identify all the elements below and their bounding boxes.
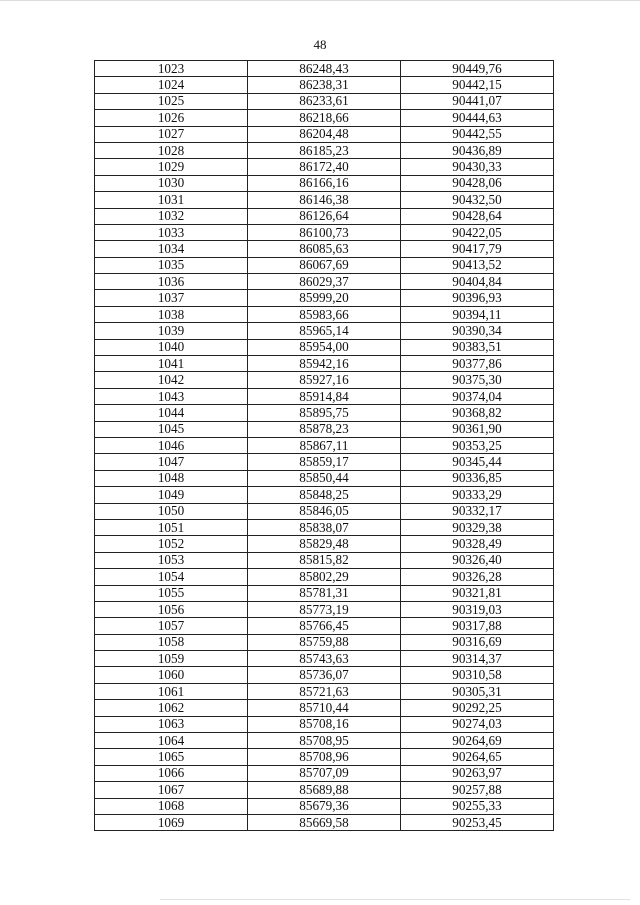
x-coordinate-cell: 85708,16 [248,716,401,732]
y-coordinate-cell: 90432,50 [401,192,554,208]
table-row [95,651,554,667]
x-coordinate-cell: 86085,63 [248,241,401,257]
x-coordinate-cell: 85965,14 [248,323,401,339]
y-coordinate-cell: 90263,97 [401,765,554,781]
table-row [95,700,554,716]
y-coordinate-cell: 90430,33 [401,159,554,175]
y-coordinate-cell: 90345,44 [401,454,554,470]
table-row [95,257,554,273]
point-number-cell: 1032 [95,208,248,224]
coordinates-table [94,60,554,831]
point-number-cell: 1064 [95,733,248,749]
x-coordinate-cell: 86218,66 [248,110,401,126]
scan-edge-bottom [160,899,630,900]
x-coordinate-cell: 85927,16 [248,372,401,388]
y-coordinate-cell: 90441,07 [401,93,554,109]
point-number-cell: 1044 [95,405,248,421]
table-row [95,405,554,421]
table-row [95,175,554,191]
x-coordinate-cell: 85781,31 [248,585,401,601]
table-row [95,601,554,617]
point-number-cell: 1053 [95,552,248,568]
table-row [95,224,554,240]
x-coordinate-cell: 85999,20 [248,290,401,306]
x-coordinate-cell: 85679,36 [248,798,401,814]
table-row [95,503,554,519]
y-coordinate-cell: 90332,17 [401,503,554,519]
x-coordinate-cell: 85838,07 [248,519,401,535]
point-number-cell: 1056 [95,601,248,617]
x-coordinate-cell: 85859,17 [248,454,401,470]
table-row [95,585,554,601]
point-number-cell: 1066 [95,765,248,781]
y-coordinate-cell: 90264,65 [401,749,554,765]
point-number-cell: 1027 [95,126,248,142]
point-number-cell: 1062 [95,700,248,716]
y-coordinate-cell: 90404,84 [401,274,554,290]
y-coordinate-cell: 90328,49 [401,536,554,552]
table-row [95,749,554,765]
x-coordinate-cell: 86029,37 [248,274,401,290]
y-coordinate-cell: 90316,69 [401,634,554,650]
x-coordinate-cell: 85669,58 [248,814,401,830]
table-row [95,814,554,830]
table-row [95,618,554,634]
table-row [95,519,554,535]
table-row [95,421,554,437]
point-number-cell: 1028 [95,142,248,158]
table-row [95,208,554,224]
point-number-cell: 1068 [95,798,248,814]
y-coordinate-cell: 90428,64 [401,208,554,224]
y-coordinate-cell: 90374,04 [401,388,554,404]
y-coordinate-cell: 90417,79 [401,241,554,257]
table-row [95,683,554,699]
table-row [95,356,554,372]
point-number-cell: 1029 [95,159,248,175]
y-coordinate-cell: 90319,03 [401,601,554,617]
x-coordinate-cell: 86126,64 [248,208,401,224]
point-number-cell: 1052 [95,536,248,552]
y-coordinate-cell: 90442,55 [401,126,554,142]
y-coordinate-cell: 90383,51 [401,339,554,355]
point-number-cell: 1054 [95,569,248,585]
y-coordinate-cell: 90375,30 [401,372,554,388]
y-coordinate-cell: 90264,69 [401,733,554,749]
point-number-cell: 1049 [95,487,248,503]
x-coordinate-cell: 85914,84 [248,388,401,404]
table-row [95,339,554,355]
point-number-cell: 1037 [95,290,248,306]
point-number-cell: 1025 [95,93,248,109]
x-coordinate-cell: 86248,43 [248,61,401,77]
table-row [95,290,554,306]
y-coordinate-cell: 90336,85 [401,470,554,486]
table-body [95,61,554,831]
point-number-cell: 1046 [95,437,248,453]
x-coordinate-cell: 85710,44 [248,700,401,716]
table-row [95,667,554,683]
point-number-cell: 1031 [95,192,248,208]
x-coordinate-cell: 85867,11 [248,437,401,453]
x-coordinate-cell: 85802,29 [248,569,401,585]
point-number-cell: 1059 [95,651,248,667]
point-number-cell: 1034 [95,241,248,257]
y-coordinate-cell: 90353,25 [401,437,554,453]
point-number-cell: 1041 [95,356,248,372]
y-coordinate-cell: 90413,52 [401,257,554,273]
x-coordinate-cell: 85766,45 [248,618,401,634]
table-row [95,487,554,503]
table-row [95,61,554,77]
point-number-cell: 1051 [95,519,248,535]
table-row [95,454,554,470]
point-number-cell: 1043 [95,388,248,404]
x-coordinate-cell: 85689,88 [248,782,401,798]
table-row [95,716,554,732]
point-number-cell: 1042 [95,372,248,388]
table-row [95,142,554,158]
x-coordinate-cell: 85942,16 [248,356,401,372]
x-coordinate-cell: 85707,09 [248,765,401,781]
y-coordinate-cell: 90436,89 [401,142,554,158]
table-row [95,77,554,93]
point-number-cell: 1040 [95,339,248,355]
x-coordinate-cell: 85954,00 [248,339,401,355]
point-number-cell: 1058 [95,634,248,650]
x-coordinate-cell: 86067,69 [248,257,401,273]
y-coordinate-cell: 90257,88 [401,782,554,798]
x-coordinate-cell: 85829,48 [248,536,401,552]
table-row [95,241,554,257]
y-coordinate-cell: 90314,37 [401,651,554,667]
y-coordinate-cell: 90390,34 [401,323,554,339]
y-coordinate-cell: 90329,38 [401,519,554,535]
table-row [95,782,554,798]
x-coordinate-cell: 85743,63 [248,651,401,667]
x-coordinate-cell: 85708,95 [248,733,401,749]
y-coordinate-cell: 90396,93 [401,290,554,306]
y-coordinate-cell: 90310,58 [401,667,554,683]
x-coordinate-cell: 85708,96 [248,749,401,765]
y-coordinate-cell: 90305,31 [401,683,554,699]
table-row [95,470,554,486]
x-coordinate-cell: 85736,07 [248,667,401,683]
point-number-cell: 1045 [95,421,248,437]
table-row [95,634,554,650]
y-coordinate-cell: 90394,11 [401,306,554,322]
y-coordinate-cell: 90292,25 [401,700,554,716]
x-coordinate-cell: 86204,48 [248,126,401,142]
table-row [95,372,554,388]
y-coordinate-cell: 90253,45 [401,814,554,830]
point-number-cell: 1024 [95,77,248,93]
x-coordinate-cell: 85878,23 [248,421,401,437]
x-coordinate-cell: 85846,05 [248,503,401,519]
point-number-cell: 1035 [95,257,248,273]
y-coordinate-cell: 90444,63 [401,110,554,126]
table-row [95,274,554,290]
x-coordinate-cell: 85815,82 [248,552,401,568]
point-number-cell: 1057 [95,618,248,634]
point-number-cell: 1060 [95,667,248,683]
point-number-cell: 1063 [95,716,248,732]
y-coordinate-cell: 90321,81 [401,585,554,601]
table-row [95,569,554,585]
point-number-cell: 1026 [95,110,248,126]
point-number-cell: 1036 [95,274,248,290]
point-number-cell: 1048 [95,470,248,486]
x-coordinate-cell: 86233,61 [248,93,401,109]
point-number-cell: 1061 [95,683,248,699]
x-coordinate-cell: 86238,31 [248,77,401,93]
x-coordinate-cell: 85848,25 [248,487,401,503]
x-coordinate-cell: 85721,63 [248,683,401,699]
table-row [95,798,554,814]
point-number-cell: 1038 [95,306,248,322]
y-coordinate-cell: 90428,06 [401,175,554,191]
table-row [95,437,554,453]
table-row [95,126,554,142]
table-row [95,93,554,109]
y-coordinate-cell: 90368,82 [401,405,554,421]
y-coordinate-cell: 90326,40 [401,552,554,568]
y-coordinate-cell: 90333,29 [401,487,554,503]
y-coordinate-cell: 90255,33 [401,798,554,814]
x-coordinate-cell: 85773,19 [248,601,401,617]
point-number-cell: 1039 [95,323,248,339]
point-number-cell: 1030 [95,175,248,191]
point-number-cell: 1067 [95,782,248,798]
x-coordinate-cell: 85759,88 [248,634,401,650]
page-number: 48 [313,37,327,52]
table-row [95,306,554,322]
x-coordinate-cell: 86185,23 [248,142,401,158]
x-coordinate-cell: 85850,44 [248,470,401,486]
y-coordinate-cell: 90317,88 [401,618,554,634]
y-coordinate-cell: 90422,05 [401,224,554,240]
x-coordinate-cell: 86166,16 [248,175,401,191]
point-number-cell: 1065 [95,749,248,765]
table-row [95,110,554,126]
point-number-cell: 1023 [95,61,248,77]
x-coordinate-cell: 86172,40 [248,159,401,175]
scan-edge-top [0,0,640,1]
table-row [95,192,554,208]
x-coordinate-cell: 86100,73 [248,224,401,240]
y-coordinate-cell: 90326,28 [401,569,554,585]
y-coordinate-cell: 90442,15 [401,77,554,93]
y-coordinate-cell: 90274,03 [401,716,554,732]
y-coordinate-cell: 90377,86 [401,356,554,372]
y-coordinate-cell: 90361,90 [401,421,554,437]
table-row [95,388,554,404]
table-row [95,733,554,749]
table-row [95,552,554,568]
x-coordinate-cell: 86146,38 [248,192,401,208]
point-number-cell: 1033 [95,224,248,240]
x-coordinate-cell: 85895,75 [248,405,401,421]
table-row [95,765,554,781]
table-row [95,323,554,339]
point-number-cell: 1069 [95,814,248,830]
point-number-cell: 1047 [95,454,248,470]
point-number-cell: 1050 [95,503,248,519]
table-row [95,159,554,175]
x-coordinate-cell: 85983,66 [248,306,401,322]
y-coordinate-cell: 90449,76 [401,61,554,77]
point-number-cell: 1055 [95,585,248,601]
table-row [95,536,554,552]
